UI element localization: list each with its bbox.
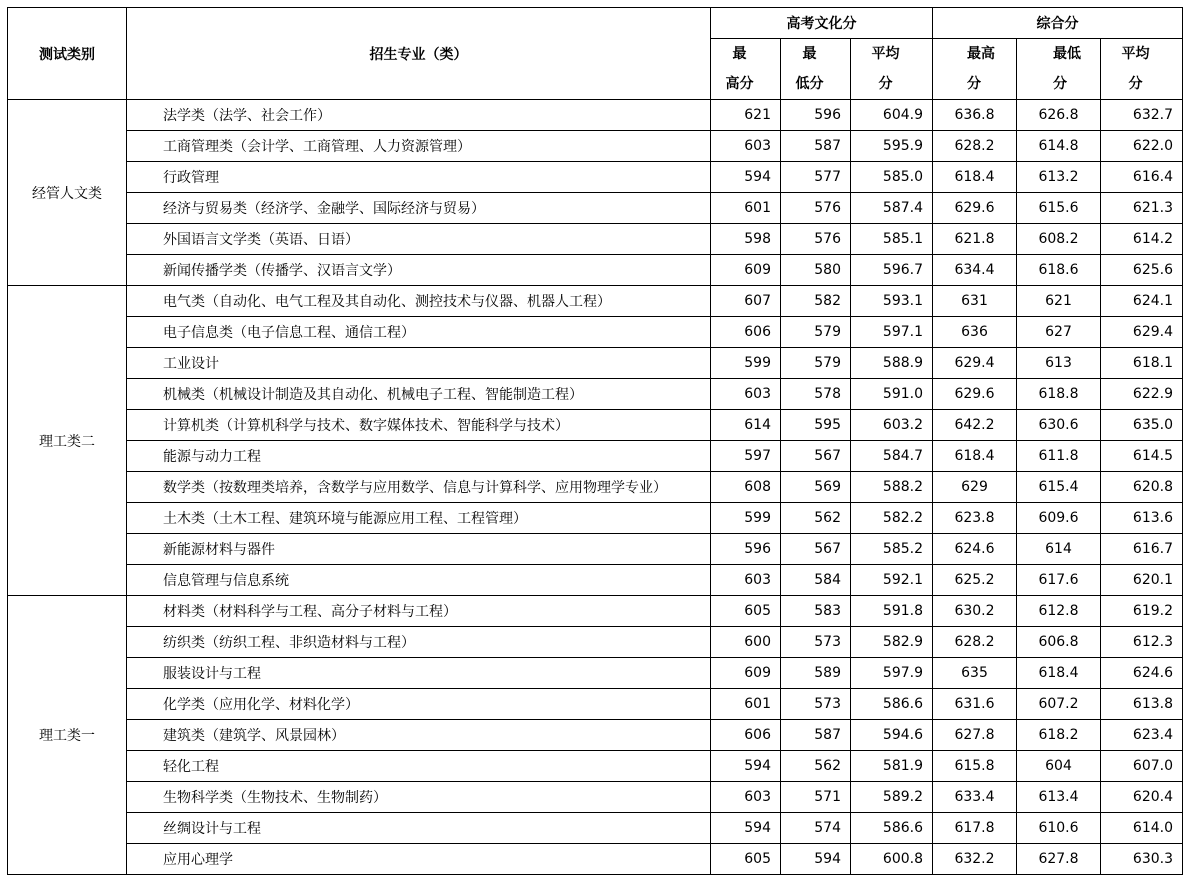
g-min-cell: 576 <box>781 224 851 255</box>
g-min-cell: 562 <box>781 503 851 534</box>
g-max-cell: 603 <box>711 782 781 813</box>
table-row <box>8 131 1183 162</box>
c-min-cell: 618.6 <box>1017 255 1101 286</box>
g-max-cell: 597 <box>711 441 781 472</box>
major-cell: 土木类（土木工程、建筑环境与能源应用工程、工程管理） <box>127 503 711 534</box>
c-avg-cell: 613.6 <box>1101 503 1183 534</box>
g-min-cell: 580 <box>781 255 851 286</box>
c-avg-cell: 625.6 <box>1101 255 1183 286</box>
gaokao-avg-header: 平均 分 <box>851 39 933 100</box>
g-min-cell: 576 <box>781 193 851 224</box>
category-cell: 理工类一 <box>8 596 127 875</box>
g-min-cell: 583 <box>781 596 851 627</box>
major-cell: 纺织类（纺织工程、非织造材料与工程） <box>127 627 711 658</box>
category-cell: 理工类二 <box>8 286 127 596</box>
c-min-cell: 613.2 <box>1017 162 1101 193</box>
g-min-cell: 587 <box>781 131 851 162</box>
c-min-cell: 612.8 <box>1017 596 1101 627</box>
c-max-cell: 618.4 <box>933 162 1017 193</box>
c-avg-cell: 632.7 <box>1101 100 1183 131</box>
g-avg-cell: 584.7 <box>851 441 933 472</box>
major-cell: 法学类（法学、社会工作） <box>127 100 711 131</box>
major-cell: 生物科学类（生物技术、生物制药） <box>127 782 711 813</box>
g-max-cell: 606 <box>711 720 781 751</box>
major-cell: 新能源材料与器件 <box>127 534 711 565</box>
g-avg-cell: 597.1 <box>851 317 933 348</box>
major-cell: 服装设计与工程 <box>127 658 711 689</box>
g-avg-cell: 589.2 <box>851 782 933 813</box>
table-row <box>8 596 1183 627</box>
major-cell: 建筑类（建筑学、风景园林） <box>127 720 711 751</box>
g-max-cell: 608 <box>711 472 781 503</box>
major-cell: 材料类（材料科学与工程、高分子材料与工程） <box>127 596 711 627</box>
g-avg-cell: 585.0 <box>851 162 933 193</box>
c-min-cell: 610.6 <box>1017 813 1101 844</box>
c-avg-cell: 614.0 <box>1101 813 1183 844</box>
g-max-cell: 603 <box>711 131 781 162</box>
table-row <box>8 689 1183 720</box>
table-row <box>8 441 1183 472</box>
c-min-cell: 630.6 <box>1017 410 1101 441</box>
c-avg-cell: 616.4 <box>1101 162 1183 193</box>
table-row <box>8 410 1183 441</box>
c-avg-cell: 624.6 <box>1101 658 1183 689</box>
g-min-cell: 582 <box>781 286 851 317</box>
c-max-cell: 635 <box>933 658 1017 689</box>
g-max-cell: 605 <box>711 596 781 627</box>
c-avg-cell: 624.1 <box>1101 286 1183 317</box>
c-max-cell: 634.4 <box>933 255 1017 286</box>
c-min-cell: 626.8 <box>1017 100 1101 131</box>
g-max-cell: 607 <box>711 286 781 317</box>
c-max-cell: 624.6 <box>933 534 1017 565</box>
g-min-cell: 584 <box>781 565 851 596</box>
c-avg-cell: 635.0 <box>1101 410 1183 441</box>
c-min-cell: 609.6 <box>1017 503 1101 534</box>
g-avg-cell: 591.8 <box>851 596 933 627</box>
c-max-cell: 628.2 <box>933 627 1017 658</box>
g-max-cell: 598 <box>711 224 781 255</box>
g-max-cell: 594 <box>711 162 781 193</box>
major-cell: 计算机类（计算机科学与技术、数字媒体技术、智能科学与技术） <box>127 410 711 441</box>
g-max-cell: 603 <box>711 379 781 410</box>
c-max-cell: 633.4 <box>933 782 1017 813</box>
c-avg-cell: 623.4 <box>1101 720 1183 751</box>
g-max-cell: 621 <box>711 100 781 131</box>
g-avg-cell: 585.1 <box>851 224 933 255</box>
g-max-cell: 605 <box>711 844 781 875</box>
g-avg-cell: 581.9 <box>851 751 933 782</box>
table-body <box>8 100 1183 875</box>
c-avg-cell: 620.8 <box>1101 472 1183 503</box>
c-max-cell: 628.2 <box>933 131 1017 162</box>
g-avg-cell: 596.7 <box>851 255 933 286</box>
table-row <box>8 658 1183 689</box>
major-cell: 丝绸设计与工程 <box>127 813 711 844</box>
g-max-cell: 596 <box>711 534 781 565</box>
c-min-cell: 613 <box>1017 348 1101 379</box>
g-min-cell: 589 <box>781 658 851 689</box>
g-avg-cell: 592.1 <box>851 565 933 596</box>
gaokao-max-header: 最 高分 <box>711 39 781 100</box>
c-max-cell: 642.2 <box>933 410 1017 441</box>
g-avg-cell: 603.2 <box>851 410 933 441</box>
gaokao-min-header: 最 低分 <box>781 39 851 100</box>
c-avg-cell: 620.1 <box>1101 565 1183 596</box>
g-avg-cell: 582.2 <box>851 503 933 534</box>
c-min-cell: 607.2 <box>1017 689 1101 720</box>
c-avg-cell: 616.7 <box>1101 534 1183 565</box>
table-row <box>8 255 1183 286</box>
g-avg-cell: 588.9 <box>851 348 933 379</box>
g-avg-cell: 591.0 <box>851 379 933 410</box>
g-avg-cell: 586.6 <box>851 813 933 844</box>
g-min-cell: 596 <box>781 100 851 131</box>
g-max-cell: 594 <box>711 751 781 782</box>
g-max-cell: 600 <box>711 627 781 658</box>
c-max-cell: 630.2 <box>933 596 1017 627</box>
g-max-cell: 609 <box>711 255 781 286</box>
table-row <box>8 782 1183 813</box>
c-min-cell: 604 <box>1017 751 1101 782</box>
table-row <box>8 379 1183 410</box>
major-cell: 能源与动力工程 <box>127 441 711 472</box>
g-min-cell: 569 <box>781 472 851 503</box>
c-avg-cell: 607.0 <box>1101 751 1183 782</box>
c-max-cell: 627.8 <box>933 720 1017 751</box>
c-max-cell: 629.6 <box>933 379 1017 410</box>
table-row <box>8 720 1183 751</box>
c-avg-cell: 622.9 <box>1101 379 1183 410</box>
g-min-cell: 567 <box>781 441 851 472</box>
c-max-cell: 621.8 <box>933 224 1017 255</box>
c-min-cell: 627.8 <box>1017 844 1101 875</box>
c-min-cell: 617.6 <box>1017 565 1101 596</box>
c-min-cell: 608.2 <box>1017 224 1101 255</box>
c-avg-cell: 618.1 <box>1101 348 1183 379</box>
c-max-cell: 632.2 <box>933 844 1017 875</box>
table-row <box>8 100 1183 131</box>
c-max-cell: 623.8 <box>933 503 1017 534</box>
g-max-cell: 609 <box>711 658 781 689</box>
c-max-cell: 636 <box>933 317 1017 348</box>
g-min-cell: 578 <box>781 379 851 410</box>
major-cell: 行政管理 <box>127 162 711 193</box>
table-row <box>8 565 1183 596</box>
table-row <box>8 317 1183 348</box>
table-row <box>8 503 1183 534</box>
g-max-cell: 601 <box>711 689 781 720</box>
c-max-cell: 617.8 <box>933 813 1017 844</box>
c-min-cell: 618.4 <box>1017 658 1101 689</box>
g-min-cell: 595 <box>781 410 851 441</box>
major-cell: 新闻传播学类（传播学、汉语言文学） <box>127 255 711 286</box>
c-avg-cell: 619.2 <box>1101 596 1183 627</box>
c-min-cell: 615.6 <box>1017 193 1101 224</box>
major-cell: 轻化工程 <box>127 751 711 782</box>
composite-header: 综合分 <box>933 8 1183 39</box>
g-min-cell: 587 <box>781 720 851 751</box>
table-row <box>8 348 1183 379</box>
table-row <box>8 224 1183 255</box>
c-min-cell: 618.8 <box>1017 379 1101 410</box>
major-cell: 应用心理学 <box>127 844 711 875</box>
table-row <box>8 472 1183 503</box>
c-avg-cell: 614.2 <box>1101 224 1183 255</box>
table-row <box>8 286 1183 317</box>
g-avg-cell: 588.2 <box>851 472 933 503</box>
g-avg-cell: 582.9 <box>851 627 933 658</box>
g-avg-cell: 593.1 <box>851 286 933 317</box>
g-avg-cell: 586.6 <box>851 689 933 720</box>
category-header: 测试类别 <box>8 8 127 100</box>
table-row <box>8 193 1183 224</box>
g-min-cell: 573 <box>781 627 851 658</box>
c-avg-cell: 612.3 <box>1101 627 1183 658</box>
g-avg-cell: 595.9 <box>851 131 933 162</box>
c-avg-cell: 622.0 <box>1101 131 1183 162</box>
table-row <box>8 751 1183 782</box>
table-row <box>8 813 1183 844</box>
g-avg-cell: 604.9 <box>851 100 933 131</box>
major-cell: 机械类（机械设计制造及其自动化、机械电子工程、智能制造工程） <box>127 379 711 410</box>
c-min-cell: 614.8 <box>1017 131 1101 162</box>
g-min-cell: 579 <box>781 348 851 379</box>
c-min-cell: 621 <box>1017 286 1101 317</box>
c-avg-cell: 614.5 <box>1101 441 1183 472</box>
c-max-cell: 629.6 <box>933 193 1017 224</box>
g-max-cell: 606 <box>711 317 781 348</box>
c-max-cell: 629 <box>933 472 1017 503</box>
g-min-cell: 567 <box>781 534 851 565</box>
major-cell: 信息管理与信息系统 <box>127 565 711 596</box>
g-min-cell: 579 <box>781 317 851 348</box>
c-max-cell: 631 <box>933 286 1017 317</box>
g-min-cell: 594 <box>781 844 851 875</box>
c-avg-cell: 629.4 <box>1101 317 1183 348</box>
g-max-cell: 599 <box>711 503 781 534</box>
g-min-cell: 574 <box>781 813 851 844</box>
g-max-cell: 614 <box>711 410 781 441</box>
c-avg-cell: 613.8 <box>1101 689 1183 720</box>
major-cell: 化学类（应用化学、材料化学） <box>127 689 711 720</box>
c-min-cell: 606.8 <box>1017 627 1101 658</box>
table-row <box>8 627 1183 658</box>
g-max-cell: 599 <box>711 348 781 379</box>
major-cell: 工商管理类（会计学、工商管理、人力资源管理） <box>127 131 711 162</box>
g-min-cell: 571 <box>781 782 851 813</box>
c-avg-cell: 630.3 <box>1101 844 1183 875</box>
major-header: 招生专业（类） <box>127 8 711 100</box>
c-avg-cell: 620.4 <box>1101 782 1183 813</box>
major-cell: 工业设计 <box>127 348 711 379</box>
c-max-cell: 631.6 <box>933 689 1017 720</box>
c-min-cell: 611.8 <box>1017 441 1101 472</box>
gaokao-header: 高考文化分 <box>711 8 933 39</box>
c-max-cell: 625.2 <box>933 565 1017 596</box>
table-row <box>8 534 1183 565</box>
c-min-cell: 627 <box>1017 317 1101 348</box>
major-cell: 电气类（自动化、电气工程及其自动化、测控技术与仪器、机器人工程） <box>127 286 711 317</box>
composite-min-header: 最低 分 <box>1017 39 1101 100</box>
g-avg-cell: 597.9 <box>851 658 933 689</box>
c-min-cell: 613.4 <box>1017 782 1101 813</box>
c-min-cell: 614 <box>1017 534 1101 565</box>
g-max-cell: 601 <box>711 193 781 224</box>
g-min-cell: 562 <box>781 751 851 782</box>
g-max-cell: 594 <box>711 813 781 844</box>
g-max-cell: 603 <box>711 565 781 596</box>
composite-avg-header: 平均 分 <box>1101 39 1183 100</box>
major-cell: 经济与贸易类（经济学、金融学、国际经济与贸易） <box>127 193 711 224</box>
c-max-cell: 629.4 <box>933 348 1017 379</box>
c-min-cell: 618.2 <box>1017 720 1101 751</box>
table-row <box>8 844 1183 875</box>
c-avg-cell: 621.3 <box>1101 193 1183 224</box>
category-cell: 经管人文类 <box>8 100 127 286</box>
major-cell: 外国语言文学类（英语、日语） <box>127 224 711 255</box>
g-min-cell: 577 <box>781 162 851 193</box>
c-min-cell: 615.4 <box>1017 472 1101 503</box>
table-row <box>8 162 1183 193</box>
c-max-cell: 618.4 <box>933 441 1017 472</box>
composite-max-header: 最高 分 <box>933 39 1017 100</box>
c-max-cell: 615.8 <box>933 751 1017 782</box>
g-avg-cell: 587.4 <box>851 193 933 224</box>
c-max-cell: 636.8 <box>933 100 1017 131</box>
major-cell: 数学类（按数理类培养，含数学与应用数学、信息与计算科学、应用物理学专业） <box>127 472 711 503</box>
major-cell: 电子信息类（电子信息工程、通信工程） <box>127 317 711 348</box>
g-avg-cell: 594.6 <box>851 720 933 751</box>
score-table <box>7 7 1183 875</box>
g-avg-cell: 600.8 <box>851 844 933 875</box>
table-header <box>8 8 1183 100</box>
g-min-cell: 573 <box>781 689 851 720</box>
g-avg-cell: 585.2 <box>851 534 933 565</box>
